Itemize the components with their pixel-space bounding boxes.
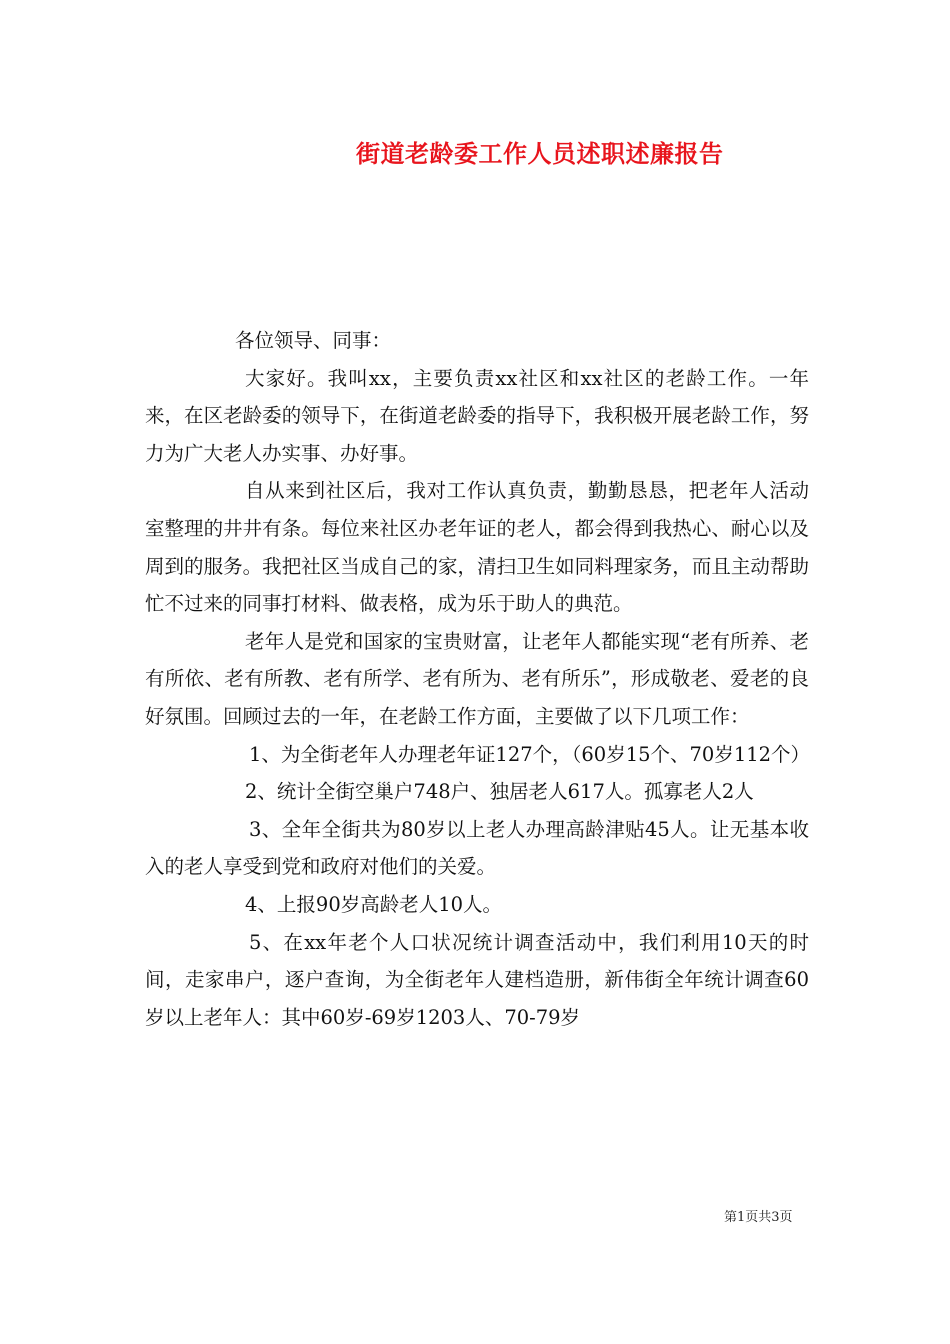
list-item-2: 2、统计全街空巢户748户、独居老人617人。孤寡老人2人 <box>245 780 754 804</box>
paragraph-overview: 老年人是党和国家的宝贵财富，让老年人都能实现“老有所养、老有所依、老有所教、老有所学、老有所为、老有所乐”，形成敬老、爱老的良好氛围。回顾过去的一年，在老龄工作方面，主要做了以下几项工作： <box>145 629 809 728</box>
document-title: 街道老龄委工作人员述职述廉报告 <box>356 139 724 168</box>
paragraph-work-attitude: 自从来到社区后，我对工作认真负责，勤勤恳恳，把老年人活动室整理的井井有条。每位来社区办老年证的老人，都会得到我热心、耐心以及周到的服务。我把社区当成自己的家，清扫卫生如同料理家务，而且主动帮助忙不过来的同事打材料、做表格，成为乐于助人的典范。 <box>145 479 809 616</box>
list-item-5: 5、在xx年老个人口状况统计调查活动中，我们利用10天的时间，走家串户，逐户查询，为全街老年人建档造册，新伟街全年统计调查60岁以上老年人：其中60岁-69岁1203人、70-79岁 <box>145 930 809 1029</box>
list-item-3: 3、全年全街共为80岁以上老人办理高龄津贴45人。让无基本收入的老人享受到党和政府对他们的关爱。 <box>145 817 809 879</box>
paragraph-intro: 大家好。我叫xx，主要负责xx社区和xx社区的老龄工作。一年来，在区老龄委的领导下，在街道老龄委的指导下，我积极开展老龄工作，努力为广大老人办实事、办好事。 <box>145 366 809 465</box>
salutation: 各位领导、同事： <box>235 329 392 352</box>
list-item-4: 4、上报90岁高龄老人10人。 <box>245 892 503 916</box>
list-item-1: 1、为全街老年人办理老年证127个，（60岁15个、70岁112个） <box>249 742 811 766</box>
page-footer: 第1页共3页 <box>724 1210 793 1225</box>
document-body <box>145 322 809 1036</box>
